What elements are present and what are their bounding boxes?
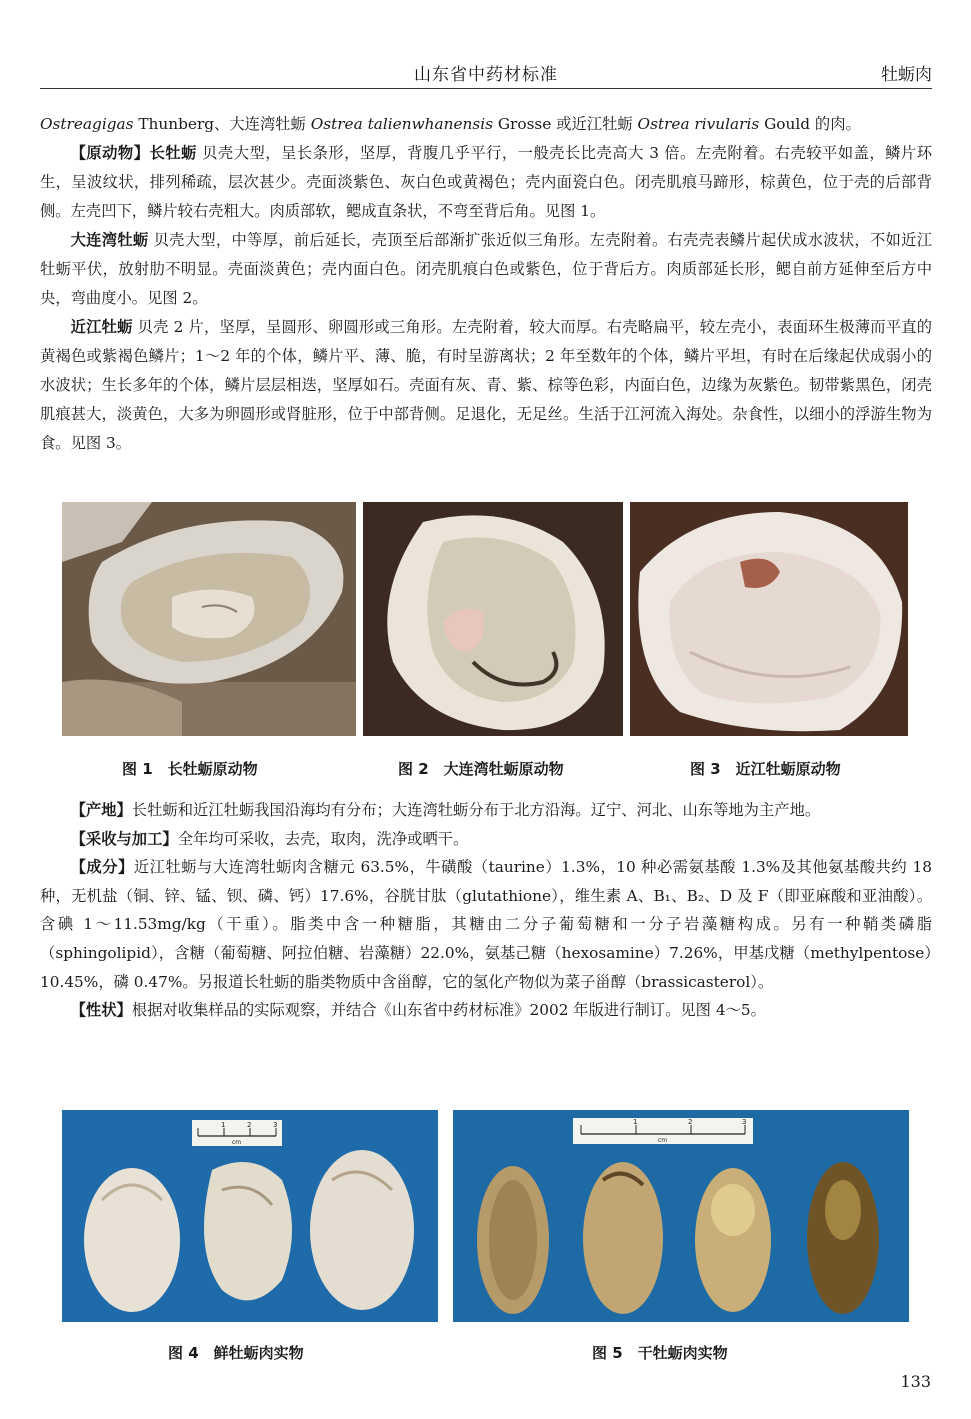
- ruler-tick-label: 2: [688, 1118, 693, 1126]
- ruler-tick-label: 1: [221, 1121, 226, 1129]
- paragraph-harvest: [40, 825, 932, 854]
- paragraph-dalianwan: [40, 226, 932, 313]
- latin-name: Ostrea rivularis: [637, 115, 760, 133]
- paragraph-jinjiang: [40, 313, 932, 458]
- text-run: Gould 的肉。: [759, 115, 861, 133]
- page-number: 133: [900, 1372, 931, 1391]
- paragraph-producing-area: [40, 796, 932, 825]
- figure-5-caption: 图 5 干牡蛎肉实物: [592, 1344, 728, 1362]
- paragraph-text: 全年均可采收，去壳，取肉，洗净或晒干。: [177, 829, 469, 848]
- paragraph-origin-animal: [40, 139, 932, 226]
- paragraph-text: 贝壳大型，中等厚，前后延长，壳顶至后部渐扩张近似三角形。左壳附着。右壳壳表鳞片起伏成水波状，不如近江牡蛎平伏，放射肋不明显。壳面淡黄色；壳内面白色。闭壳肌痕白色或紫色，位于背后方。肉质部延长形，鳃自前方延伸至后方中央，弯曲度小。见图 2。: [40, 231, 932, 307]
- figure-2-image: [363, 502, 623, 736]
- section-label: 【产地】: [70, 801, 132, 819]
- paragraph-text: 贝壳 2 片，坚厚，呈圆形、卵圆形或三角形。左壳附着，较大而厚。右壳略扁平，较左壳小，表面环生极薄而平直的黄褐色或紫褐色鳞片；1～2 年的个体，鳞片平、薄、脆，有时呈游离状；2 年至数年的个体，鳞片平坦，有时在后缘起伏成弱小的水波状；生长多年的个体，鳞片层层相迭，坚厚如石。壳面有灰、青、紫、棕等色彩，内面白色，边缘为灰紫色。韧带紫黑色，闭壳肌痕甚大，淡黄色，大多为卵圆形或肾脏形，位于中部背侧。足退化，无足丝。生活于江河流入海处。杂食性，以细小的浮游生物为食。见图 3。: [40, 318, 932, 452]
- latin-name: Ostrea talienwhanensis: [310, 115, 493, 133]
- running-header: [40, 58, 932, 89]
- paragraph-characteristics: [40, 996, 932, 1025]
- figure-5-image: [453, 1110, 909, 1322]
- body-text-lower: [40, 796, 932, 1025]
- section-label: 【原动物】长牡蛎: [70, 144, 197, 162]
- header-section: 牡蛎肉: [881, 65, 932, 85]
- paragraph-text: 长牡蛎和近江牡蛎我国沿海均有分布；大连湾牡蛎分布于北方沿海。辽宁、河北、山东等地为主产地。: [131, 801, 821, 819]
- paragraph-text: 近江牡蛎与大连湾牡蛎肉含糖元 63.5%，牛磺酸（taurine）1.3%，10 种必需氨基酸 1.3%及其他氨基酸共约 18 种，无机盐（铜、锌、锰、钡、磷、钙）17.6%，谷胱甘肽（glutathione），维生素 A、B₁、B₂、D 及 F（即亚麻酸和亚油酸）。含碘 1～11.53mg/kg（干重）。脂类中含一种糖脂，其糖由二分子葡萄糖和一分子岩藻糖构成。另有一种鞘类磷脂（sphingolipid），含糖（葡萄糖、阿拉伯糖、岩藻糖）22.0%，氨基己糖（hexosamine）7.26%，甲基戊糖（methylpentose）10.45%，磷 0.47%。另报道长牡蛎的脂类物质中含甾醇，它的氢化产物似为菜子甾醇（brassicasterol）。: [40, 858, 932, 991]
- figure-1-image: [62, 502, 356, 736]
- section-label: 【采收与加工】: [70, 829, 178, 848]
- ruler: [573, 1118, 753, 1144]
- paragraph-species: [40, 110, 932, 139]
- section-label: 近江牡蛎: [70, 318, 133, 336]
- ruler-tick-label: 2: [247, 1121, 252, 1129]
- ruler: [192, 1120, 282, 1146]
- figure-3-caption: 图 3 近江牡蛎原动物: [690, 760, 841, 778]
- paragraph-text: 贝壳大型，呈长条形，坚厚，背腹几乎平行，一般壳长比壳高大 3 倍。左壳附着。右壳较平如盖，鳞片环生，呈波纹状，排列稀疏，层次甚少。壳面淡紫色、灰白色或黄褐色；壳内面瓷白色。闭壳肌痕马蹄形，棕黄色，位于壳的后部背侧。左壳凹下，鳞片较右壳粗大。肉质部软，鳃成直条状，不弯至背后角。见图 1。: [40, 144, 932, 220]
- figure-1-caption: 图 1 长牡蛎原动物: [122, 760, 258, 778]
- figure-4-caption: 图 4 鲜牡蛎肉实物: [168, 1344, 304, 1362]
- ruler-tick-label: 1: [633, 1118, 638, 1126]
- text-run: Thunberg、大连湾牡蛎: [133, 115, 311, 133]
- ruler-unit: cm: [232, 1139, 242, 1146]
- section-label: 【成分】: [70, 858, 134, 877]
- latin-name: Ostreagigas: [40, 115, 134, 133]
- paragraph-text: 根据对收集样品的实际观察，并结合《山东省中药材标准》2002 年版进行制订。见图 4～5。: [131, 1001, 766, 1020]
- body-text-upper: [40, 110, 932, 458]
- ruler-tick-label: 3: [742, 1118, 747, 1126]
- paragraph-composition: [40, 853, 932, 996]
- header-title: 山东省中药材标准: [414, 65, 558, 85]
- section-label: 【性状】: [70, 1001, 132, 1020]
- figure-2-caption: 图 2 大连湾牡蛎原动物: [398, 760, 564, 778]
- ruler-unit: cm: [658, 1137, 668, 1144]
- figure-4-image: [62, 1110, 438, 1322]
- text-run: Grosse 或近江牡蛎: [492, 115, 638, 133]
- figure-3-image: [630, 502, 908, 736]
- ruler-tick-label: 3: [273, 1121, 278, 1129]
- section-label: 大连湾牡蛎: [70, 231, 149, 249]
